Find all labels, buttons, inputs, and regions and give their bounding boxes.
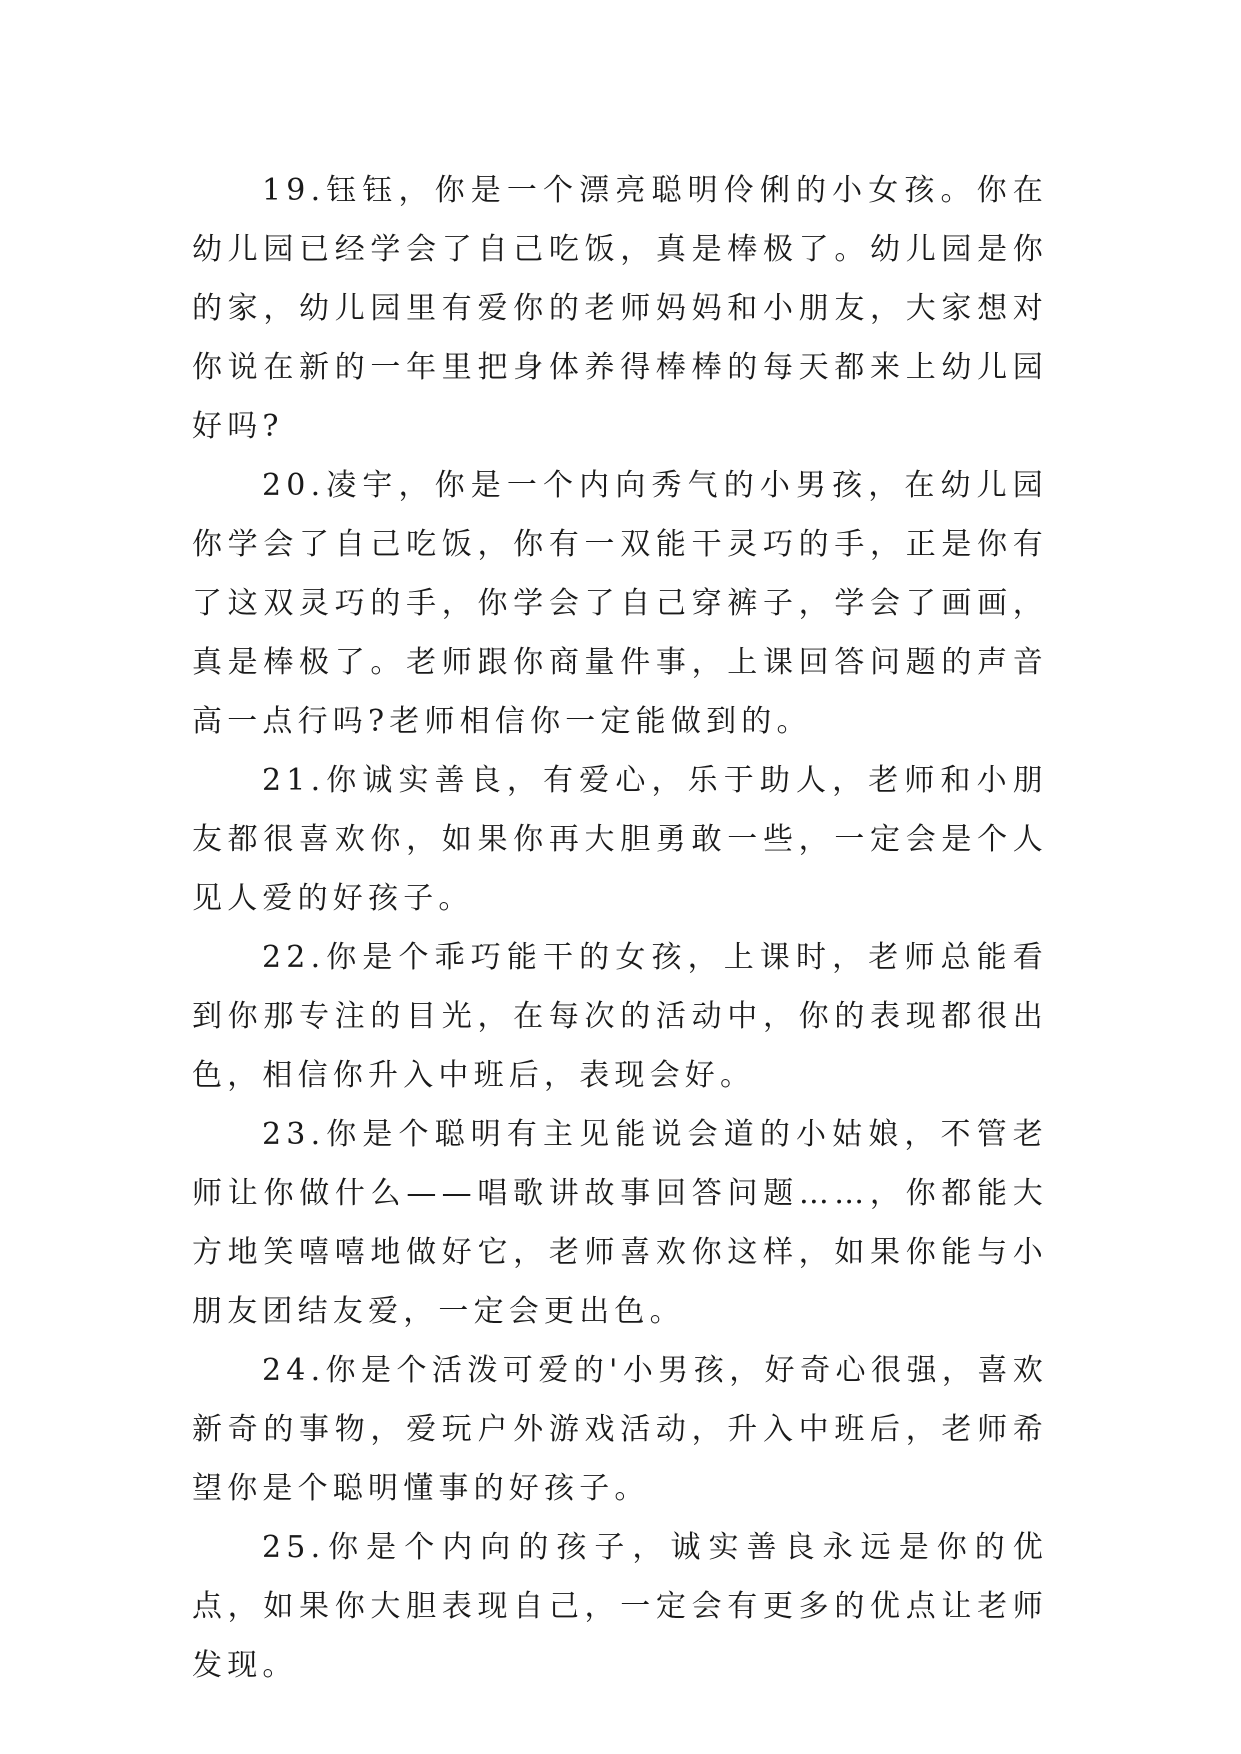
paragraph-20: 20.凌宇，你是一个内向秀气的小男孩，在幼儿园你学会了自己吃饭，你有一双能干灵巧的手，正是你有了这双灵巧的手，你学会了自己穿裤子，学会了画画，真是棒极了。老师跟你商量件事，上课回答问题的声音高一点行吗?老师相信你一定能做到的。 [192, 468, 1048, 739]
paragraph-22: 22.你是个乖巧能干的女孩，上课时，老师总能看到你那专注的目光，在每次的活动中，你的表现都很出色，相信你升入中班后，表现会好。 [192, 940, 1048, 1093]
paragraph-19: 19.钰钰，你是一个漂亮聪明伶俐的小女孩。你在幼儿园已经学会了自己吃饭，真是棒极了。幼儿园是你的家，幼儿园里有爱你的老师妈妈和小朋友，大家想对你说在新的一年里把身体养得棒棒的每天都来上幼儿园好吗? [192, 173, 1048, 444]
document-body [192, 161, 1048, 1695]
paragraph-21: 21.你诚实善良，有爱心，乐于助人，老师和小朋友都很喜欢你，如果你再大胆勇敢一些，一定会是个人见人爱的好孩子。 [192, 763, 1048, 916]
paragraph-25: 25.你是个内向的孩子，诚实善良永远是你的优点，如果你大胆表现自己，一定会有更多的优点让老师发现。 [192, 1530, 1048, 1683]
paragraph-23: 23.你是个聪明有主见能说会道的小姑娘，不管老师让你做什么——唱歌讲故事回答问题……，你都能大方地笑嘻嘻地做好它，老师喜欢你这样，如果你能与小朋友团结友爱，一定会更出色。 [192, 1117, 1048, 1329]
paragraph-24: 24.你是个活泼可爱的'小男孩，好奇心很强，喜欢新奇的事物，爱玩户外游戏活动，升入中班后，老师希望你是个聪明懂事的好孩子。 [192, 1353, 1048, 1506]
